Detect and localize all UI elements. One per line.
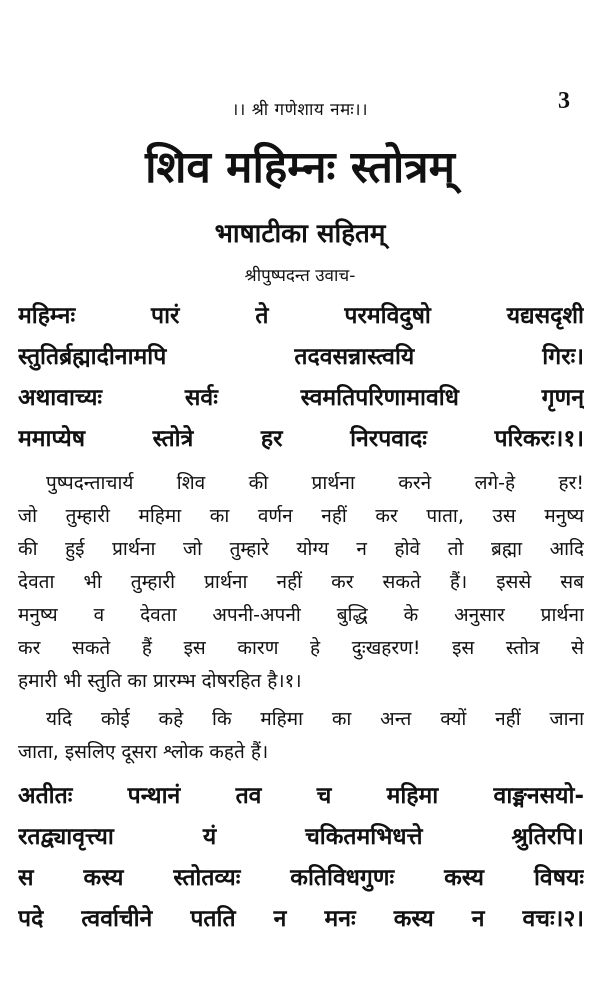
verse-line: रतद्व्यावृत्त्या यं चकितमभिधत्ते श्रुतिरपि।	[18, 824, 584, 850]
commentary-2-text	[18, 703, 584, 769]
page-title: शिव महिम्नः स्तोत्रम्	[145, 142, 455, 193]
commentary-line: मनुष्य व देवता अपनी-अपनी बुद्धि के अनुसार प्रार्थना	[18, 604, 584, 626]
commentary-1	[18, 467, 584, 698]
verse-1	[18, 296, 584, 460]
verse-line: स्तुतिर्ब्रह्मादीनामपि तदवसन्नास्त्वयि गिरः।	[18, 344, 584, 370]
verse-line: ममाप्येष स्तोत्रे हर निरपवादः परिकरः।१।	[18, 426, 584, 452]
commentary-line: हमारी भी स्तुति का प्रारम्भ दोषरहित है।१।	[18, 670, 302, 692]
verse-line: स कस्य स्तोतव्यः कतिविधगुणः कस्य विषयः	[18, 865, 584, 891]
verse-line: महिम्नः पारं ते परमविदुषो यद्यसदृशी	[18, 303, 584, 329]
commentary-line: पुष्पदन्ताचार्य शिव की प्रार्थना करने लगे-हे हर!	[46, 472, 584, 494]
commentary-line: देवता भी तुम्हारी प्रार्थना नहीं कर सकते हैं। इससे सब	[18, 571, 584, 593]
commentary-line: यदि कोई कहे कि महिमा का अन्त क्यों नहीं जाना	[46, 708, 584, 730]
commentary-line: कर सकते हैं इस कारण हे दुःखहरण! इस स्तोत्र से	[18, 637, 584, 659]
invocation-line: ।। श्री गणेशाय नमः।।	[231, 100, 369, 120]
verse-2	[18, 776, 584, 940]
speaker-line: श्रीपुष्पदन्त उवाच-	[244, 266, 356, 286]
verse-line: अथावाच्यः सर्वः स्वमतिपरिणामावधि गृणन्	[18, 385, 584, 411]
verse-line: पदे त्वर्वाचीने पतति न मनः कस्य न वचः।२।	[18, 906, 584, 932]
page-subtitle: भाषाटीका सहितम्	[214, 219, 386, 249]
commentary-line: जो तुम्हारी महिमा का वर्णन नहीं कर पाता, उस मनुष्य	[18, 505, 584, 527]
page-number: 3	[558, 88, 570, 114]
commentary-line: जाता, इसलिए दूसरा श्लोक कहते हैं।	[18, 741, 269, 763]
verse-line: अतीतः पन्थानं तव च महिमा वाङ्मनसयो-	[18, 783, 584, 809]
commentary-line: की हुई प्रार्थना जो तुम्हारे योग्य न होवे तो ब्रह्मा आदि	[18, 538, 584, 560]
